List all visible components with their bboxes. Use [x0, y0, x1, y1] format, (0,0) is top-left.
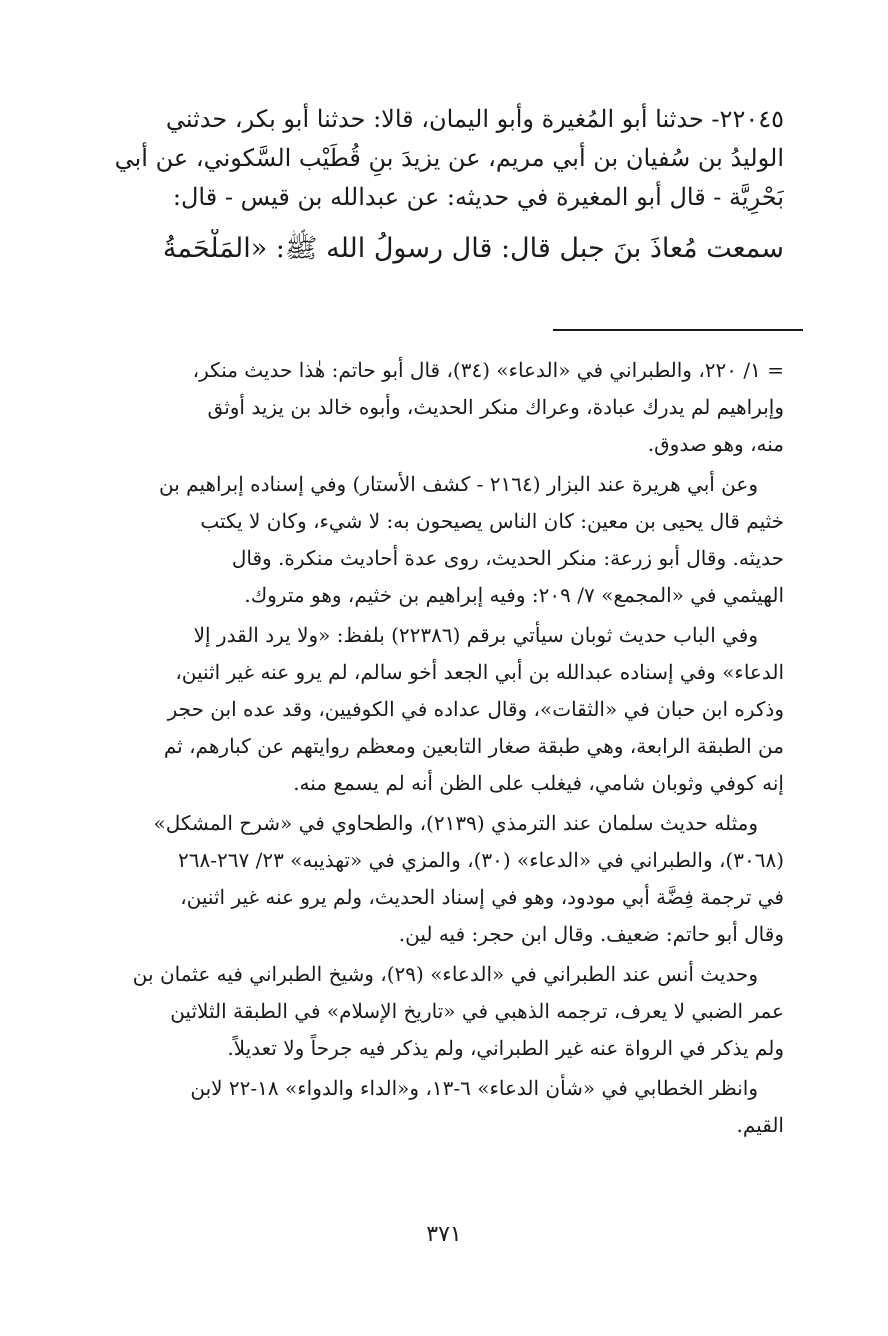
footnote-line: وانظر الخطابي في «شأن الدعاء» ٦-١٣، و«الداء والدواء» ١٨-٢٢ لابن — [190, 1076, 758, 1100]
footnote-line: وعن أبي هريرة عند البزار (٢١٦٤ - كشف الأستار) وفي إسناده إبراهيم بن — [159, 472, 758, 496]
main-text-line: الوليدُ بن سُفيان بن أبي مريم، عن يزيدَ بنِ قُطَيْب السَّكوني، عن أبي — [114, 144, 784, 172]
footnote-line: القيم. — [736, 1113, 784, 1137]
footnote-line: عمر الضبي لا يعرف، ترجمه الذهبي في «تاريخ الإسلام» في الطبقة الثلاثين — [170, 999, 784, 1023]
footnote-paragraph — [104, 617, 784, 802]
footnote-line: الهيثمي في «المجمع» ٧/ ٢٠٩: وفيه إبراهيم بن خثيم، وهو متروك. — [244, 583, 784, 607]
footnote-line: وإبراهيم لم يدرك عبادة، وعراك منكر الحديث، وأبوه خالد بن يزيد أوثق — [207, 395, 784, 419]
footnote-paragraph — [104, 352, 784, 463]
footnote-line: حديثه. وقال أبو زرعة: منكر الحديث، روى عدة أحاديث منكرة. وقال — [231, 546, 784, 570]
main-text-line: ٢٢٠٤٥- حدثنا أبو المُغيرة وأبو اليمان، قالا: حدثنا أبو بكر، حدثني — [165, 105, 784, 133]
footnote-line: خثيم قال يحيى بن معين: كان الناس يصيحون به: لا شيء، وكان لا يكتب — [200, 509, 784, 533]
footnote-line: وحديث أنس عند الطبراني في «الدعاء» (٢٩)، وشيخ الطبراني فيه عثمان بن — [132, 962, 758, 986]
footnote-line: = ١/ ٢٢٠، والطبراني في «الدعاء» (٣٤)، قال أبو حاتم: هٰذا حديث منكر، — [192, 358, 784, 382]
footnote-line: منه، وهو صدوق. — [647, 432, 784, 456]
footnote-line: وذكره ابن حبان في «الثقات»، وقال عداده في الكوفيين، وقد عده ابن حجر — [167, 697, 784, 721]
footnote-line: من الطبقة الرابعة، وهي طبقة صغار التابعين ومعظم روايتهم عن كبارهم، ثم — [163, 734, 784, 758]
footnote-line: في ترجمة فِضَّة أبي مودود، وهو في إسناد الحديث، ولم يرو عنه غير اثنين، — [180, 885, 784, 909]
page-number: ٣٧١ — [426, 1222, 462, 1247]
footnote-divider — [553, 329, 803, 331]
main-text-line: بَحْرِيَّة - قال أبو المغيرة في حديثه: عن عبدالله بن قيس - قال: — [172, 183, 784, 211]
footnote-line: الدعاء» وفي إسناده عبدالله بن أبي الجعد أخو سالم، لم يرو عنه غير اثنين، — [175, 660, 784, 684]
footnote-line: إنه كوفي وثوبان شامي، فيغلب على الظن أنه لم يسمع منه. — [293, 771, 784, 795]
footnote-line: ومثله حديث سلمان عند الترمذي (٢١٣٩)، والطحاوي في «شرح المشكل» — [153, 811, 758, 835]
hadith-main-text — [104, 100, 784, 268]
footnote-line: وقال أبو حاتم: ضعيف. وقال ابن حجر: فيه لين. — [398, 922, 784, 946]
footnote-line: (٣٠٦٨)، والطبراني في «الدعاء» (٣٠)، والمزي في «تهذيبه» ٢٣/ ٢٦٧-٢٦٨ — [177, 848, 784, 872]
footnote-paragraph — [104, 466, 784, 614]
footnote-paragraph — [104, 956, 784, 1067]
footnote-line: ولم يذكر في الرواة عنه غير الطبراني، ولم يذكر فيه جرحاً ولا تعديلاً. — [227, 1036, 784, 1060]
footnote-paragraph — [104, 805, 784, 953]
main-text-line: سمعت مُعاذَ بنَ جبل قال: قال رسولُ الله ﷺ: «المَلْحَمةُ — [162, 233, 784, 264]
footnotes — [104, 352, 784, 1147]
footnote-paragraph — [104, 1070, 784, 1144]
footnote-line: وفي الباب حديث ثوبان سيأتي برقم (٢٢٣٨٦) بلفظ: «ولا يرد القدر إلا — [193, 623, 758, 647]
